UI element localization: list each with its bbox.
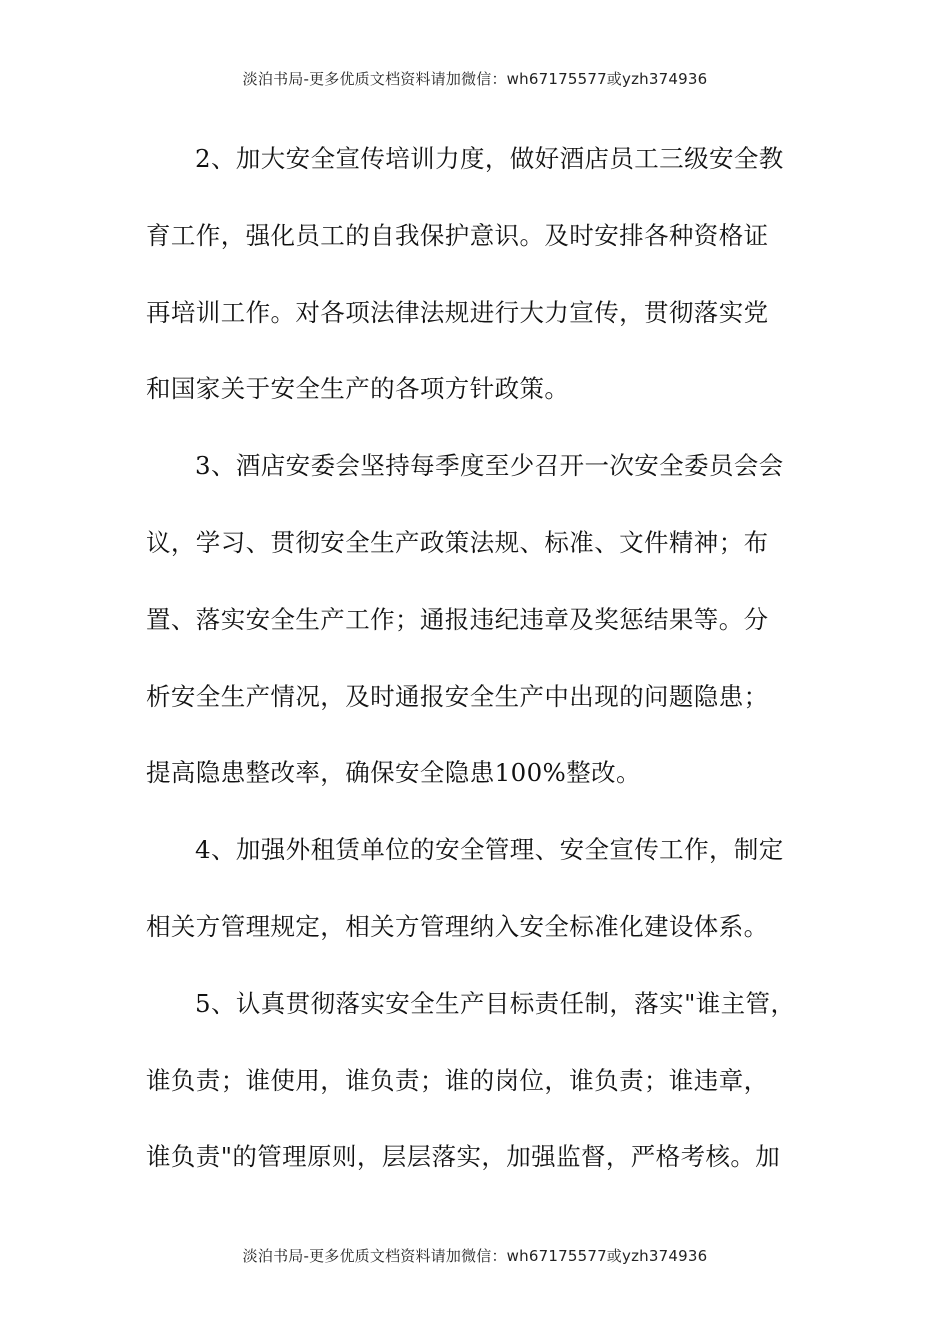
paragraph-4-line-1: 4、加强外租赁单位的安全管理、安全宣传工作，制定: [195, 835, 784, 865]
paragraph-3-line-2: 议，学习、贯彻安全生产政策法规、标准、文件精神；布: [146, 527, 769, 557]
paragraph-3-line-4: 析安全生产情况，及时通报安全生产中出现的问题隐患；: [146, 681, 769, 711]
paragraph-5-line-1: 5、认真贯彻落实安全生产目标责任制，落实"谁主管，: [195, 988, 796, 1018]
paragraph-5-line-2: 谁负责；谁使用，谁负责；谁的岗位，谁负责；谁违章，: [146, 1065, 769, 1095]
paragraph-2-line-2: 育工作，强化员工的自我保护意识。及时安排各种资格证: [146, 220, 769, 250]
page-footer-watermark: 淡泊书局-更多优质文档资料请加微信：wh67175577或yzh374936: [242, 1247, 708, 1265]
page-header-watermark: 淡泊书局-更多优质文档资料请加微信：wh67175577或yzh374936: [242, 70, 708, 88]
paragraph-3-line-5: 提高隐患整改率，确保安全隐患100%整改。: [146, 758, 641, 788]
paragraph-2-line-4: 和国家关于安全生产的各项方针政策。: [146, 374, 570, 404]
paragraph-2-line-1: 2、加大安全宣传培训力度，做好酒店员工三级安全教: [195, 144, 784, 173]
paragraph-4-line-2: 相关方管理规定，相关方管理纳入安全标准化建设体系。: [146, 911, 769, 941]
paragraph-5-line-3: 谁负责"的管理原则，层层落实，加强监督，严格考核。加: [146, 1142, 781, 1172]
paragraph-2-line-3: 再培训工作。对各项法律法规进行大力宣传，贯彻落实党: [146, 297, 769, 327]
document-body: [146, 121, 806, 1196]
paragraph-3-line-1: 3、酒店安委会坚持每季度至少召开一次安全委员会会: [195, 451, 784, 481]
paragraph-3-line-3: 置、落实安全生产工作；通报违纪违章及奖惩结果等。分: [146, 604, 769, 634]
